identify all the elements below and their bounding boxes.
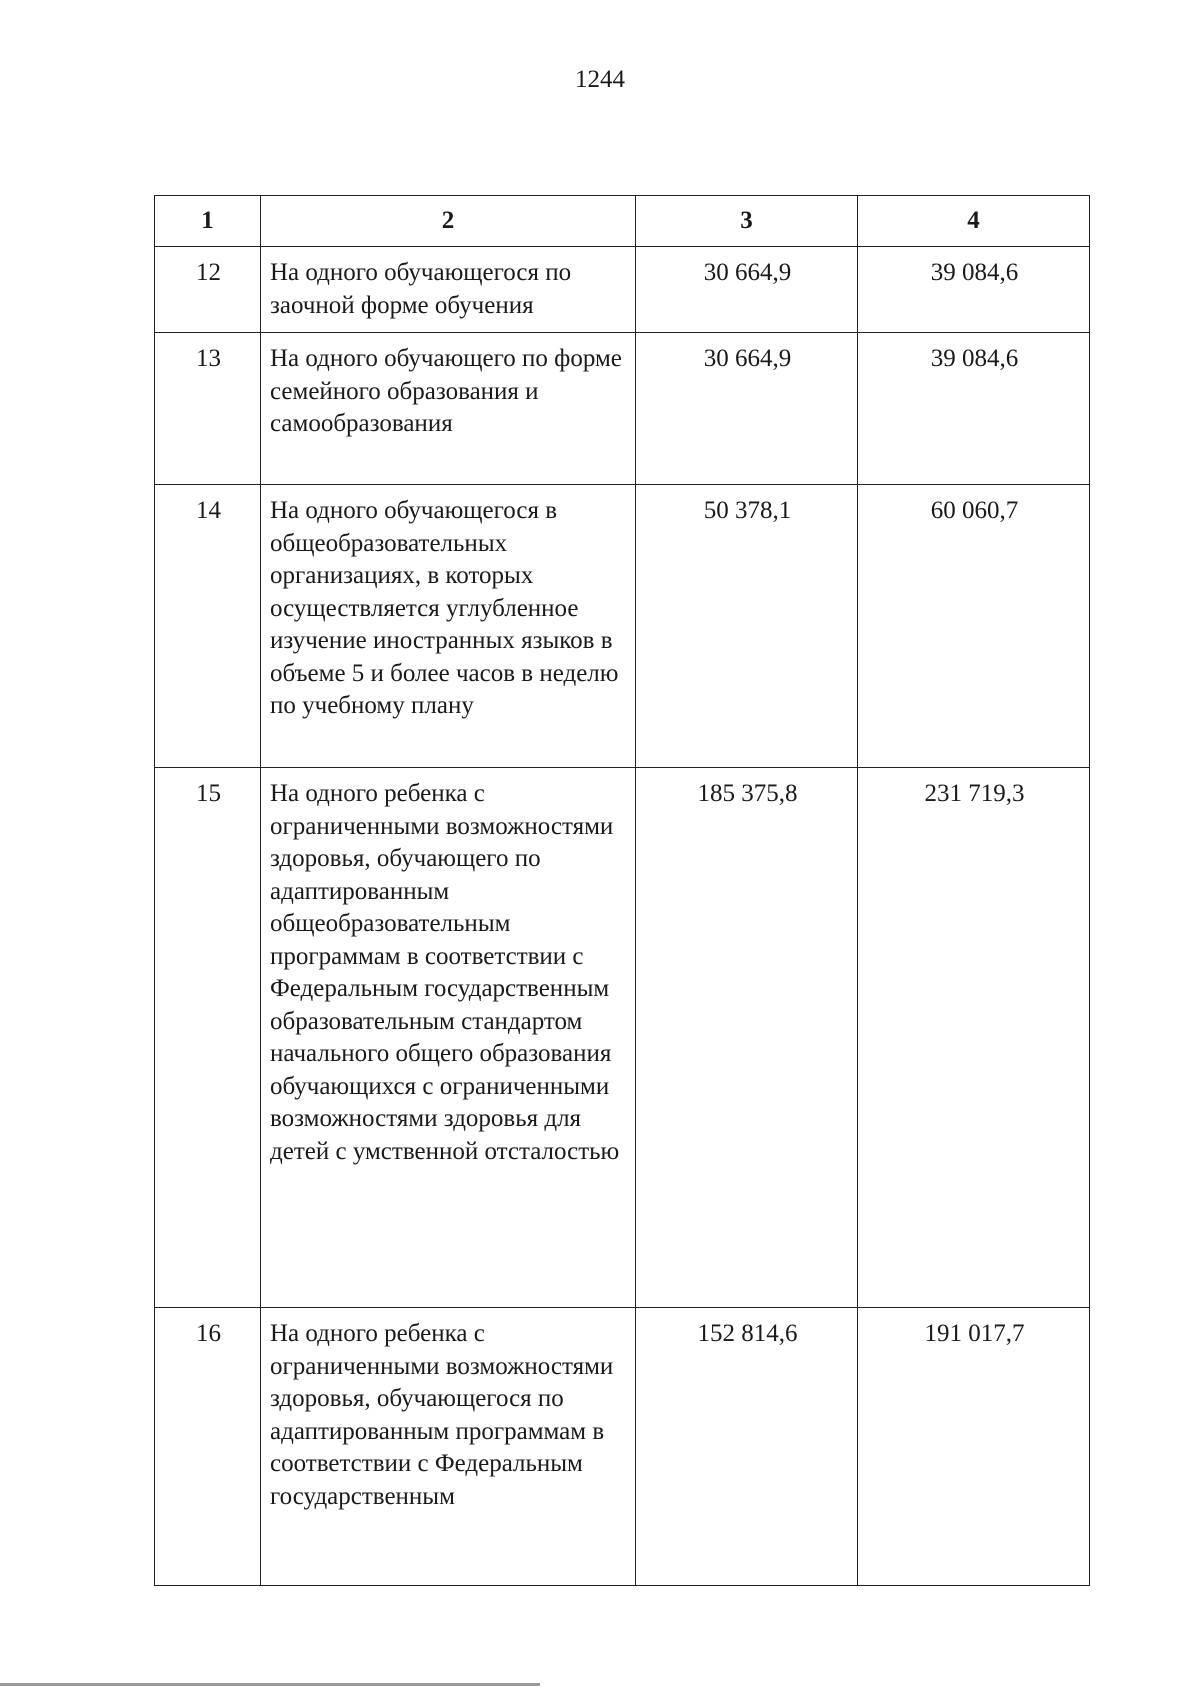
page-number: 1244: [575, 66, 625, 93]
row-number: 16: [155, 1308, 261, 1586]
row-number: 12: [155, 247, 261, 333]
row-value-col4: 60 060,7: [858, 485, 1090, 768]
row-value-col3: 152 814,6: [636, 1308, 858, 1586]
row-value-col4: 191 017,7: [858, 1308, 1090, 1586]
row-value-col4: 39 084,6: [858, 247, 1090, 333]
row-number: 13: [155, 333, 261, 485]
column-header-4: 4: [858, 196, 1090, 247]
row-description: На одного ребенка с ограниченными возможностями здоровья, обучающегося по адаптированным программам в соответствии с Федеральным государственным: [261, 1308, 636, 1586]
row-value-col4: 39 084,6: [858, 333, 1090, 485]
row-description: На одного обучающегося в общеобразовательных организациях, в которых осуществляется углубленное изучение иностранных языков в объеме 5 и более часов в неделю по учебному плану: [261, 485, 636, 768]
row-value-col3: 30 664,9: [636, 247, 858, 333]
column-header-1: 1: [155, 196, 261, 247]
column-header-3: 3: [636, 196, 858, 247]
column-header-2: 2: [261, 196, 636, 247]
table-row: [155, 247, 1090, 333]
row-description: На одного обучающего по форме семейного образования и самообразования: [261, 333, 636, 485]
row-number: 14: [155, 485, 261, 768]
row-description: На одного обучающегося по заочной форме обучения: [261, 247, 636, 333]
table-row: [155, 333, 1090, 485]
scan-edge-line: [0, 1683, 540, 1686]
data-table: [154, 195, 1090, 1586]
table-header: [155, 196, 1090, 247]
table-row: [155, 1308, 1090, 1586]
table-row: [155, 485, 1090, 768]
table-body: [155, 247, 1090, 1586]
row-value-col4: 231 719,3: [858, 768, 1090, 1308]
row-value-col3: 50 378,1: [636, 485, 858, 768]
table-row: [155, 768, 1090, 1308]
header-row: [155, 196, 1090, 247]
row-value-col3: 30 664,9: [636, 333, 858, 485]
row-description: На одного ребенка с ограниченными возможностями здоровья, обучающего по адаптированным общеобразовательным программам в соответствии с Федеральным государственным образовательным стандартом начального общего образования обучающихся с ограниченными возможностями здоровья для детей с умственной отсталостью: [261, 768, 636, 1308]
row-number: 15: [155, 768, 261, 1308]
row-value-col3: 185 375,8: [636, 768, 858, 1308]
